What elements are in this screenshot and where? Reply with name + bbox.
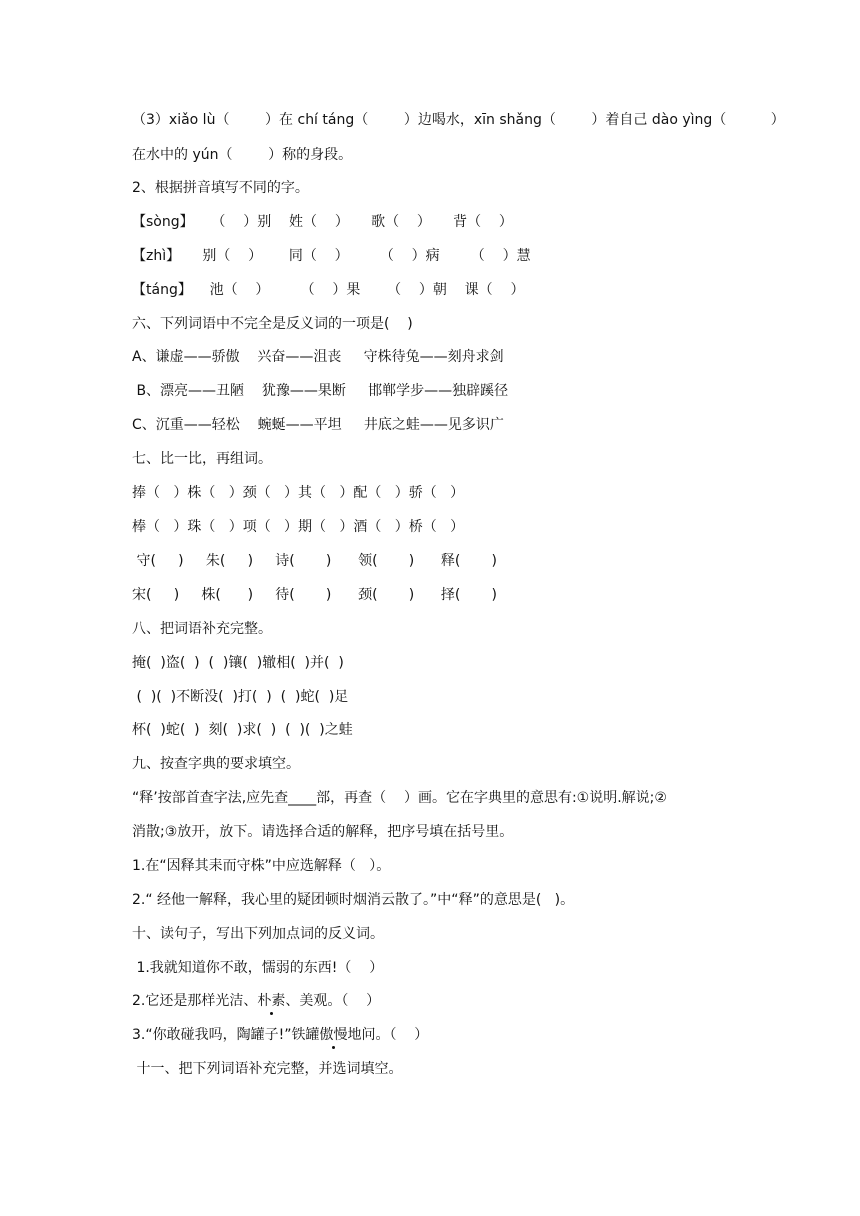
- dictionary-q2: 2.“ 经他一解释，我心里的疑团顿时烟消云散了。”中“释”的意思是( )。: [132, 892, 575, 908]
- pinyin-q3-line2: 在水中的 yún（ ）称的身段。: [132, 147, 353, 163]
- option-c: C、沉重——轻松 蜿蜒——平坦 井底之蛙——见多识广: [132, 417, 504, 433]
- section-2-heading: 2、根据拼音填写不同的字。: [132, 180, 309, 196]
- section-9-heading: 九、按查字典的要求填空。: [132, 756, 300, 772]
- compare-row-2: 棒（ ）珠（ ）项（ ）期（ ）酒（ ）桥（ ）: [132, 519, 465, 535]
- option-b: B、漂亮——丑陋 犹豫——果断 邯郸学步——独辟蹊径: [132, 383, 509, 399]
- dotted-word-pusu: 朴素: [257, 993, 286, 1009]
- dictionary-line-1: “释’按部首查字法,应先查____部，再查（ ）画。它在字典里的意思有:①说明.解说;②: [132, 790, 667, 806]
- section-11-heading: 十一、把下列词语补充完整，并选词填空。: [132, 1061, 403, 1077]
- antonym-q3-pre: 3.“你敢碰我吗，陶罐子!”铁罐: [132, 1027, 320, 1043]
- compare-row-3: 守( ) 朱( ) 诗( ) 领( ) 释( ): [132, 553, 497, 569]
- section-8-heading: 八、把词语补充完整。: [132, 621, 272, 637]
- zhi-row: 【zhì】 别（ ） 同（ ） （ ）病 （ ）慧: [132, 248, 531, 264]
- antonym-q3: [132, 1025, 428, 1045]
- compare-row-1: 捧（ ）株（ ）颈（ ）其（ ）配（ ）骄（ ）: [132, 485, 465, 501]
- pinyin-q3-line1: （3）xiǎo lù（ ）在 chí táng（ ）边喝水，xīn shǎng（ ）着自己 dào yìng（ ）: [132, 112, 785, 128]
- section-10-heading: 十、读句子，写出下列加点词的反义词。: [132, 926, 384, 942]
- antonym-q2: [132, 991, 380, 1011]
- section-6-heading: 六、下列词语中不完全是反义词的一项是( ): [132, 316, 413, 332]
- idiom-row-2: ( )( )不断没( )打( ) ( )蛇( )足: [132, 689, 349, 705]
- idiom-row-1: 掩( )盗( ) ( )镶( )辙相( )并( ): [132, 655, 344, 671]
- idiom-row-3: 杯( )蛇( ) 刻( )求( ) ( )( )之蛙: [132, 722, 353, 738]
- dictionary-line-2: 消散;③放开，放下。请选择合适的解释，把序号填在括号里。: [132, 824, 514, 840]
- antonym-q1: 1.我就知道你不敢，懦弱的东西!（ ）: [132, 960, 384, 976]
- antonym-q2-post: 、美观。（ ）: [285, 993, 381, 1009]
- dotted-word-aoman: 傲慢: [319, 1027, 348, 1043]
- option-a: A、谦虚——骄傲 兴奋——沮丧 守株待兔——刻舟求剑: [132, 349, 504, 365]
- dictionary-q1: 1.在“因释其耒而守株”中应选解释（ ）。: [132, 858, 391, 874]
- antonym-q3-post: 地问。（ ）: [347, 1027, 429, 1043]
- song-row: 【sòng】 （ ）别 姓（ ） 歌（ ） 背（ ）: [132, 214, 513, 230]
- section-7-heading: 七、比一比，再组词。: [132, 451, 272, 467]
- antonym-q2-pre: 2.它还是那样光洁、: [132, 993, 258, 1009]
- tang-row: 【táng】 池（ ） （ ）果 （ ）朝 课（ ）: [132, 282, 525, 298]
- compare-row-4: 宋( ) 株( ) 待( ) 颈( ) 择( ): [132, 587, 497, 603]
